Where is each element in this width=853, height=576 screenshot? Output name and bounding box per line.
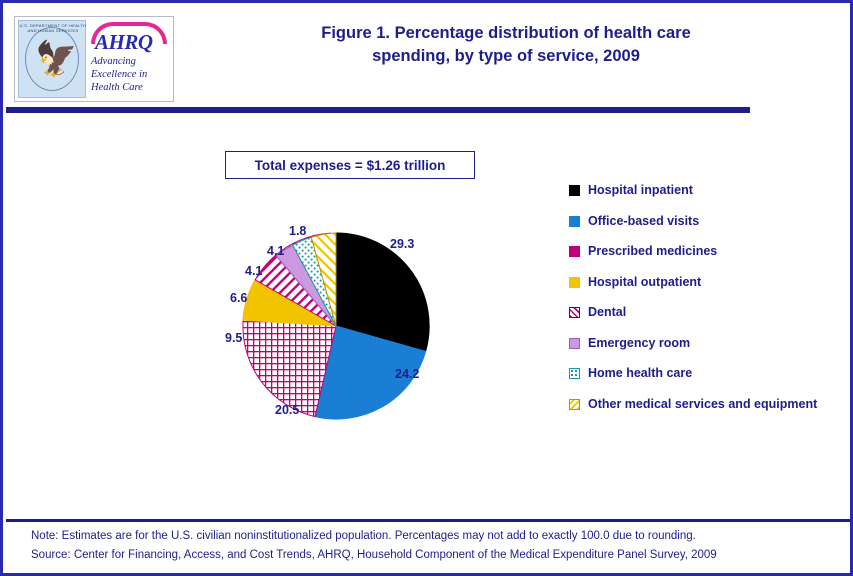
ahrq-acronym: AHRQ [95, 30, 153, 54]
pie-value-prescribed-medicines: 20.5 [275, 403, 300, 417]
pie-value-hospital-outpatient: 9.5 [225, 331, 243, 345]
legend-label-emergency-room: Emergency room [588, 335, 691, 350]
legend-item-hospital-inpatient [569, 183, 819, 198]
legend-label-hospital-outpatient: Hospital outpatient [588, 274, 702, 289]
pie-value-dental: 6.6 [230, 291, 248, 305]
page-title-line-1: Figure 1. Percentage distribution of health care [321, 24, 691, 42]
tagline-line-1: Advancing [91, 56, 136, 67]
pie-slices [243, 233, 429, 419]
legend-item-home-health-care [569, 366, 819, 381]
footnote-source: Source: Center for Financing, Access, and Cost Trends, AHRQ, Household Component of the Medical Expenditure Panel Survey, 2009 [31, 549, 717, 561]
footnote-note: Note: Estimates are for the U.S. civilian noninstitutionalized population. Percentages may not add to exactly 100.0 due to rounding. [31, 530, 696, 542]
legend-label-home-health-care: Home health care [588, 366, 693, 380]
header-divider [6, 107, 750, 113]
hhs-seal-icon [18, 20, 86, 98]
pie-value-office-based-visits: 24.2 [395, 367, 420, 381]
legend-swatch-icon-hospital-inpatient [569, 185, 580, 196]
ahrq-wordmark [91, 22, 171, 52]
chart-legend [569, 183, 819, 427]
legend-swatch-icon-office-based-visits [569, 216, 580, 227]
eagle-icon: 🦅 [35, 40, 78, 78]
legend-label-office-based-visits: Office-based visits [588, 213, 700, 228]
tagline-line-3: Health Care [91, 82, 143, 93]
legend-swatch-icon-hospital-outpatient [569, 277, 580, 288]
pie-value-emergency-room: 4.1 [245, 264, 263, 278]
legend-label-dental: Dental [588, 305, 627, 319]
footnotes [31, 527, 831, 565]
ahrq-tagline [91, 55, 173, 94]
legend-swatch-icon-home-health-care [569, 368, 580, 379]
legend-label-other-medical-services: Other medical services and equipment [588, 396, 818, 411]
pie-chart [225, 224, 431, 421]
total-expenses-label: Total expenses = $1.26 trillion [254, 157, 446, 173]
legend-swatch-icon-other-medical-services [569, 399, 580, 410]
page-title-line-2: spending, by type of service, 2009 [372, 47, 640, 65]
legend-item-prescribed-medicines [569, 244, 819, 259]
page-title [186, 22, 826, 68]
legend-item-dental [569, 305, 819, 320]
ahrq-logo [14, 16, 174, 102]
pie-value-home-health-care: 4.1 [267, 244, 285, 258]
legend-swatch-icon-emergency-room [569, 338, 580, 349]
total-expenses-box [225, 151, 475, 179]
pie-value-other-medical: 1.8 [289, 224, 307, 238]
legend-swatch-icon-prescribed-medicines [569, 246, 580, 257]
pie-value-hospital-inpatient: 29.3 [390, 237, 415, 251]
footer-divider [6, 519, 851, 522]
legend-label-prescribed-medicines: Prescribed medicines [588, 244, 718, 258]
page-header [6, 6, 851, 109]
pie-chart-svg [241, 231, 431, 421]
tagline-line-2: Excellence in [91, 69, 148, 80]
seal-text: U.S. DEPARTMENT OF HEALTH AND HUMAN SERVICES [19, 23, 87, 33]
legend-item-office-based-visits [569, 214, 819, 229]
legend-item-other-medical-services [569, 397, 819, 412]
legend-label-hospital-inpatient: Hospital inpatient [588, 183, 693, 197]
legend-item-hospital-outpatient [569, 275, 819, 290]
legend-item-emergency-room [569, 336, 819, 351]
legend-swatch-icon-dental [569, 307, 580, 318]
